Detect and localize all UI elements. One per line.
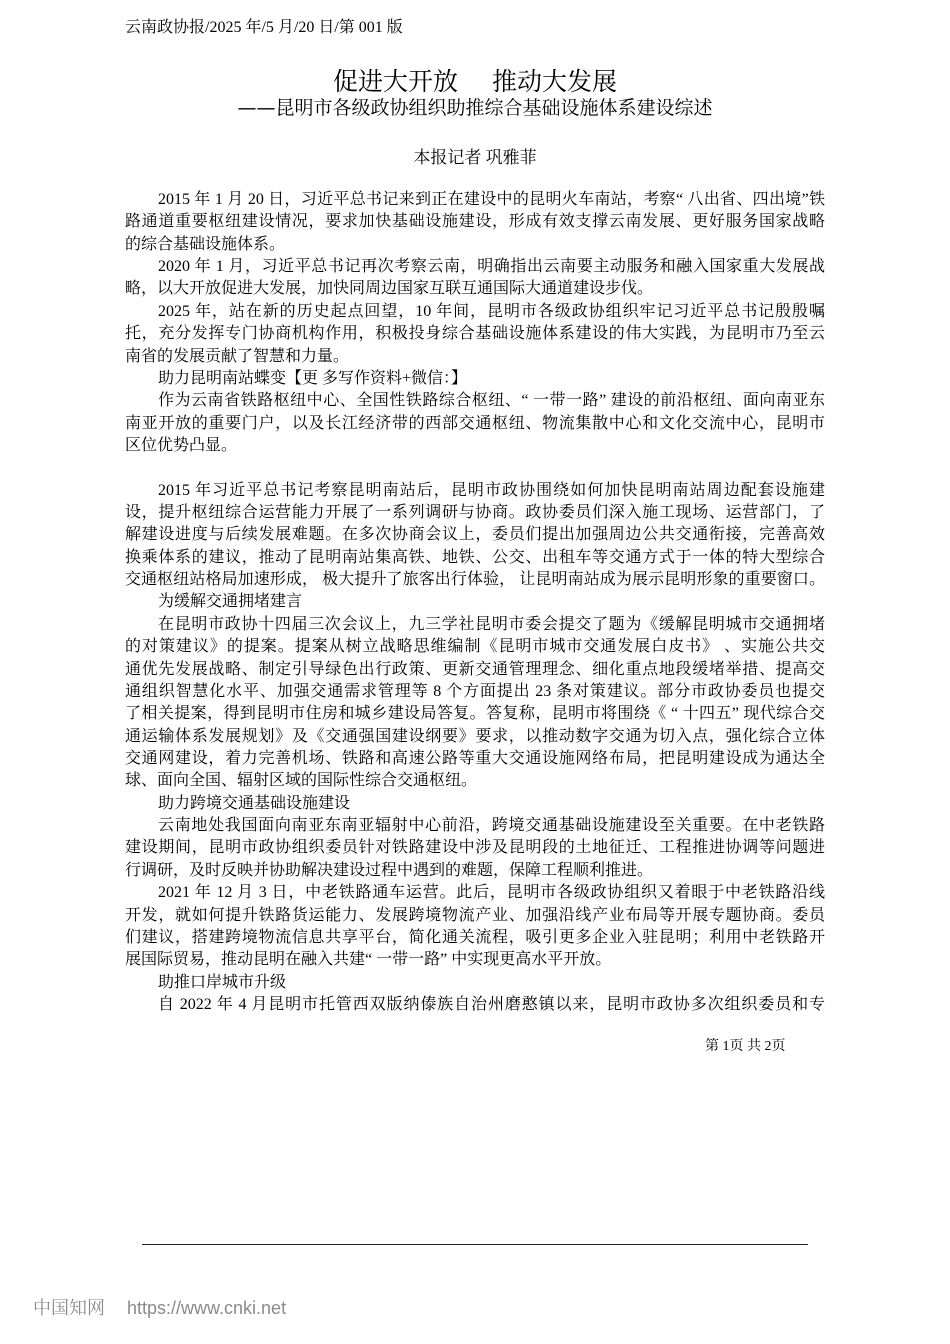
section-heading	[125, 368, 825, 390]
text-line: 通运输体系发展规划》及《交通强国建设纲要》要求，以推动数字交通为切入点，强化综合立体	[125, 727, 825, 745]
text-line: 助力昆明南站蝶变【更 多写作资料+微信：】	[158, 369, 468, 387]
text-line: 换乘体系的建议，推动了昆明南站集高铁、地铁、公交、出租车等交通方式于一体的特大型综合	[125, 548, 825, 566]
section-heading	[125, 591, 825, 613]
text-line: 助力跨境交通基础设施建设	[158, 794, 351, 812]
newspaper-source-header: 云南政协报/2025 年/5 月/20 日/第 001 版	[125, 19, 403, 36]
text-line: 设，提升枢纽综合运营能力开展了一系列调研与协商。政协委员们深入施工现场、运营部门，了	[125, 504, 825, 522]
byline: 本报记者 巩雅菲	[413, 148, 537, 167]
text-line: 球、面向全国、辐射区域的国际性综合交通枢纽。	[125, 772, 478, 790]
text-line: 们建议，搭建跨境物流信息共享平台，简化通关流程，吸引更多企业入驻昆明；利用中老铁路开	[125, 928, 825, 946]
cnki-watermark	[33, 1294, 286, 1320]
text-line: 2015 年习近平总书记考察昆明南站后，昆明市政协围绕如何加快昆明南站周边配套设施建	[158, 481, 825, 499]
text-line: 2020 年 1 月，习近平总书记再次考察云南，明确指出云南要主动服务和融入国家重大发展战	[158, 258, 825, 276]
text-line: 通优先发展战略、制定引导绿色出行政策、更新交通管理理念、细化重点地段缓堵举措、提高交	[125, 660, 825, 678]
text-line: 2021 年 12 月 3 日，中老铁路通车运营。此后，昆明市各级政协组织又着眼于中老铁路沿线	[158, 884, 825, 902]
text-line: 解建设进度与后续发展难题。在多次协商会议上，委员们提出加强周边公共交通衔接，完善高效	[125, 526, 825, 544]
paragraph	[125, 480, 825, 592]
article-body	[125, 189, 825, 1016]
section-heading	[125, 972, 825, 994]
watermark-url: https://www.cnki.net	[127, 1298, 287, 1318]
text-line: 南省的发展贡献了智慧和力量。	[125, 347, 350, 365]
text-line: 2025 年，站在新的历史起点回望，10 年间，昆明市各级政协组织牢记习近平总书记殷殷嘱	[158, 302, 825, 320]
blank-line	[125, 457, 825, 479]
title-part-2: 推动大发展	[492, 67, 618, 96]
page-number: 第 1页 共 2页	[705, 1039, 786, 1054]
text-line: 交通枢纽站格局加速形成， 极大提升了旅客出行体验， 让昆明南站成为展示昆明形象的重要窗口。	[125, 571, 825, 589]
text-line: 助推口岸城市升级	[158, 973, 287, 991]
text-line: 为缓解交通拥堵建言	[158, 593, 303, 611]
paragraph	[125, 994, 825, 1016]
paragraph	[125, 256, 825, 301]
text-line: 展国际贸易，推动昆明在融入共建“ 一带一路” 中实现更高水平开放。	[125, 951, 612, 969]
text-line: 了相关提案，得到昆明市住房和城乡建设局答复。答复称，昆明市将围绕《 “ 十四五” 现代综合交	[125, 705, 825, 723]
paragraph	[125, 614, 825, 793]
text-line: 路通道重要枢纽建设情况，要求加快基础设施建设，形成有效支撑云南发展、更好服务国家战略	[125, 213, 825, 231]
watermark-name: 中国知网	[33, 1298, 105, 1319]
text-line: 自 2022 年 4 月昆明市托管西双版纳傣族自治州磨憨镇以来，昆明市政协多次组织委员和专	[158, 995, 825, 1013]
text-line: 在昆明市政协十四届三次会议上，九三学社昆明市委会提交了题为《缓解昆明城市交通拥堵	[158, 615, 825, 633]
text-line: 行调研，及时反映并协助解决建设过程中遇到的难题，保障工程顺利推进。	[125, 861, 654, 879]
text-line: 的对策建议》的提案。提案从树立战略思维编制《昆明市城市交通发展白皮书》 、实施公共交	[125, 638, 825, 656]
text-line: 开发，就如何提升铁路货运能力、发展跨境物流产业、加强沿线产业布局等开展专题协商。委员	[125, 906, 825, 924]
section-heading	[125, 793, 825, 815]
paragraph	[125, 390, 825, 457]
paragraph	[125, 301, 825, 368]
text-line: 略，以大开放促进大发展，加快同周边国家互联互通国际大通道建设步伐。	[125, 280, 654, 298]
footer-divider	[142, 1244, 808, 1245]
text-line: 交通网建设，着力完善机场、铁路和高速公路等重大交通设施网络布局，把昆明建设成为通达全	[125, 749, 825, 767]
article-subtitle: ——昆明市各级政协组织助推综合基础设施体系建设综述	[237, 97, 713, 119]
text-line: 2015 年 1 月 20 日，习近平总书记来到正在建设中的昆明火车南站，考察“ 八出省、四出境”铁	[158, 191, 825, 208]
paragraph	[125, 815, 825, 882]
text-line: 南亚开放的重要门户，以及长江经济带的西部交通枢纽、物流集散中心和文化交流中心，昆明市	[125, 414, 825, 432]
text-line: 的综合基础设施体系。	[125, 235, 286, 253]
paragraph	[125, 882, 825, 971]
text-line: 建设期间，昆明市政协组织委员针对铁路建设中涉及昆明段的土地征迁、工程推进协调等问题进	[125, 839, 825, 857]
title-part-1: 促进大开放	[332, 67, 458, 96]
text-line: 云南地处我国面向南亚东南亚辐射中心前沿，跨境交通基础设施建设至关重要。在中老铁路	[158, 817, 825, 835]
paragraph	[125, 189, 825, 256]
text-line: 作为云南省铁路枢纽中心、全国性铁路综合枢纽、“ 一带一路” 建设的前沿枢纽、面向南亚东	[158, 392, 825, 410]
text-line: 区位优势凸显。	[125, 436, 238, 454]
text-line: 通组织智慧化水平、加强交通需求管理等 8 个方面提出 23 条对策建议。部分市政协委员也提交	[125, 682, 825, 700]
text-line: 托，充分发挥专门协商机构作用，积极投身综合基础设施体系建设的伟大实践，为昆明市乃至云	[125, 325, 825, 343]
